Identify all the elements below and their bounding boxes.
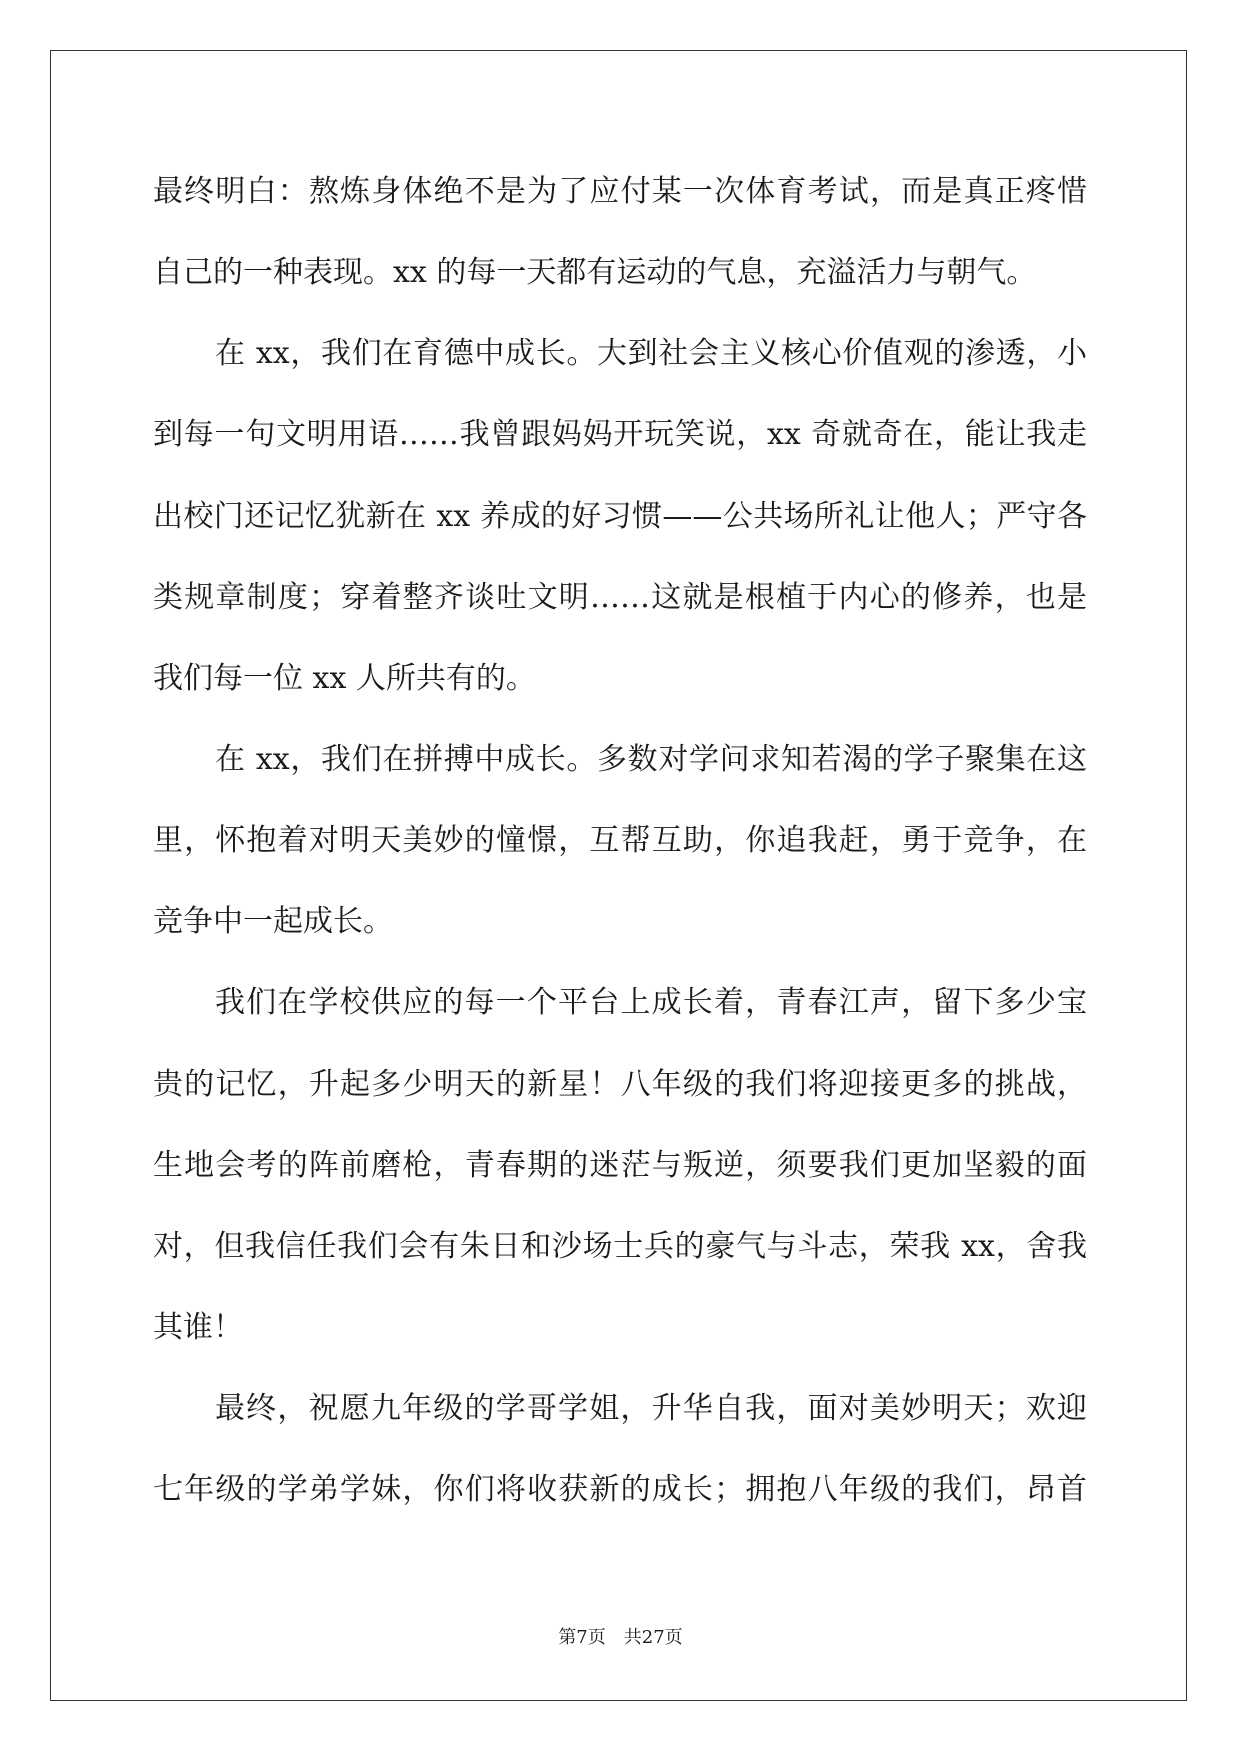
document-body	[153, 151, 1087, 1530]
text-line: 竞争中一起成长。	[153, 904, 393, 940]
text-line: 里，怀抱着对明天美妙的憧憬，互帮互助，你追我赶，勇于竞争，在	[153, 823, 1087, 859]
text-line: 其谁！	[153, 1309, 243, 1345]
paragraph	[153, 313, 1087, 719]
text-line: 最终，祝愿九年级的学哥学姐，升华自我，面对美妙明天；欢迎	[215, 1391, 1087, 1427]
text-line: 到每一句文明用语……我曾跟妈妈开玩笑说，xx 奇就奇在，能让我走	[153, 417, 1087, 453]
paragraph	[153, 719, 1087, 962]
text-line: 出校门还记忆犹新在 xx 养成的好习惯——公共场所礼让他人；严守各	[153, 498, 1087, 534]
text-line: 对，但我信任我们会有朱日和沙场士兵的豪气与斗志，荣我 xx，舍我	[153, 1228, 1087, 1264]
page-number-footer: 第7页 共27页	[558, 1627, 683, 1648]
text-line: 七年级的学弟学妹，你们将收获新的成长；拥抱八年级的我们，昂首	[153, 1472, 1087, 1508]
text-line: 自己的一种表现。xx 的每一天都有运动的气息，充溢活力与朝气。	[153, 255, 1037, 291]
text-line: 我们每一位 xx 人所共有的。	[153, 660, 536, 696]
paragraph	[153, 151, 1087, 313]
text-line: 在 xx，我们在拼搏中成长。多数对学问求知若渴的学子聚集在这	[215, 741, 1087, 777]
text-line: 我们在学校供应的每一个平台上成长着，青春江声，留下多少宝	[215, 985, 1087, 1021]
paragraph	[153, 962, 1087, 1368]
text-line: 贵的记忆，升起多少明天的新星！八年级的我们将迎接更多的挑战，	[153, 1066, 1087, 1102]
paragraph	[153, 1368, 1087, 1530]
text-line: 在 xx，我们在育德中成长。大到社会主义核心价值观的渗透，小	[215, 336, 1087, 372]
text-line: 最终明白：熬炼身体绝不是为了应付某一次体育考试，而是真正疼惜	[153, 174, 1087, 209]
text-line: 生地会考的阵前磨枪，青春期的迷茫与叛逆，须要我们更加坚毅的面	[153, 1147, 1087, 1183]
text-line: 类规章制度；穿着整齐谈吐文明……这就是根植于内心的修养，也是	[153, 579, 1087, 615]
